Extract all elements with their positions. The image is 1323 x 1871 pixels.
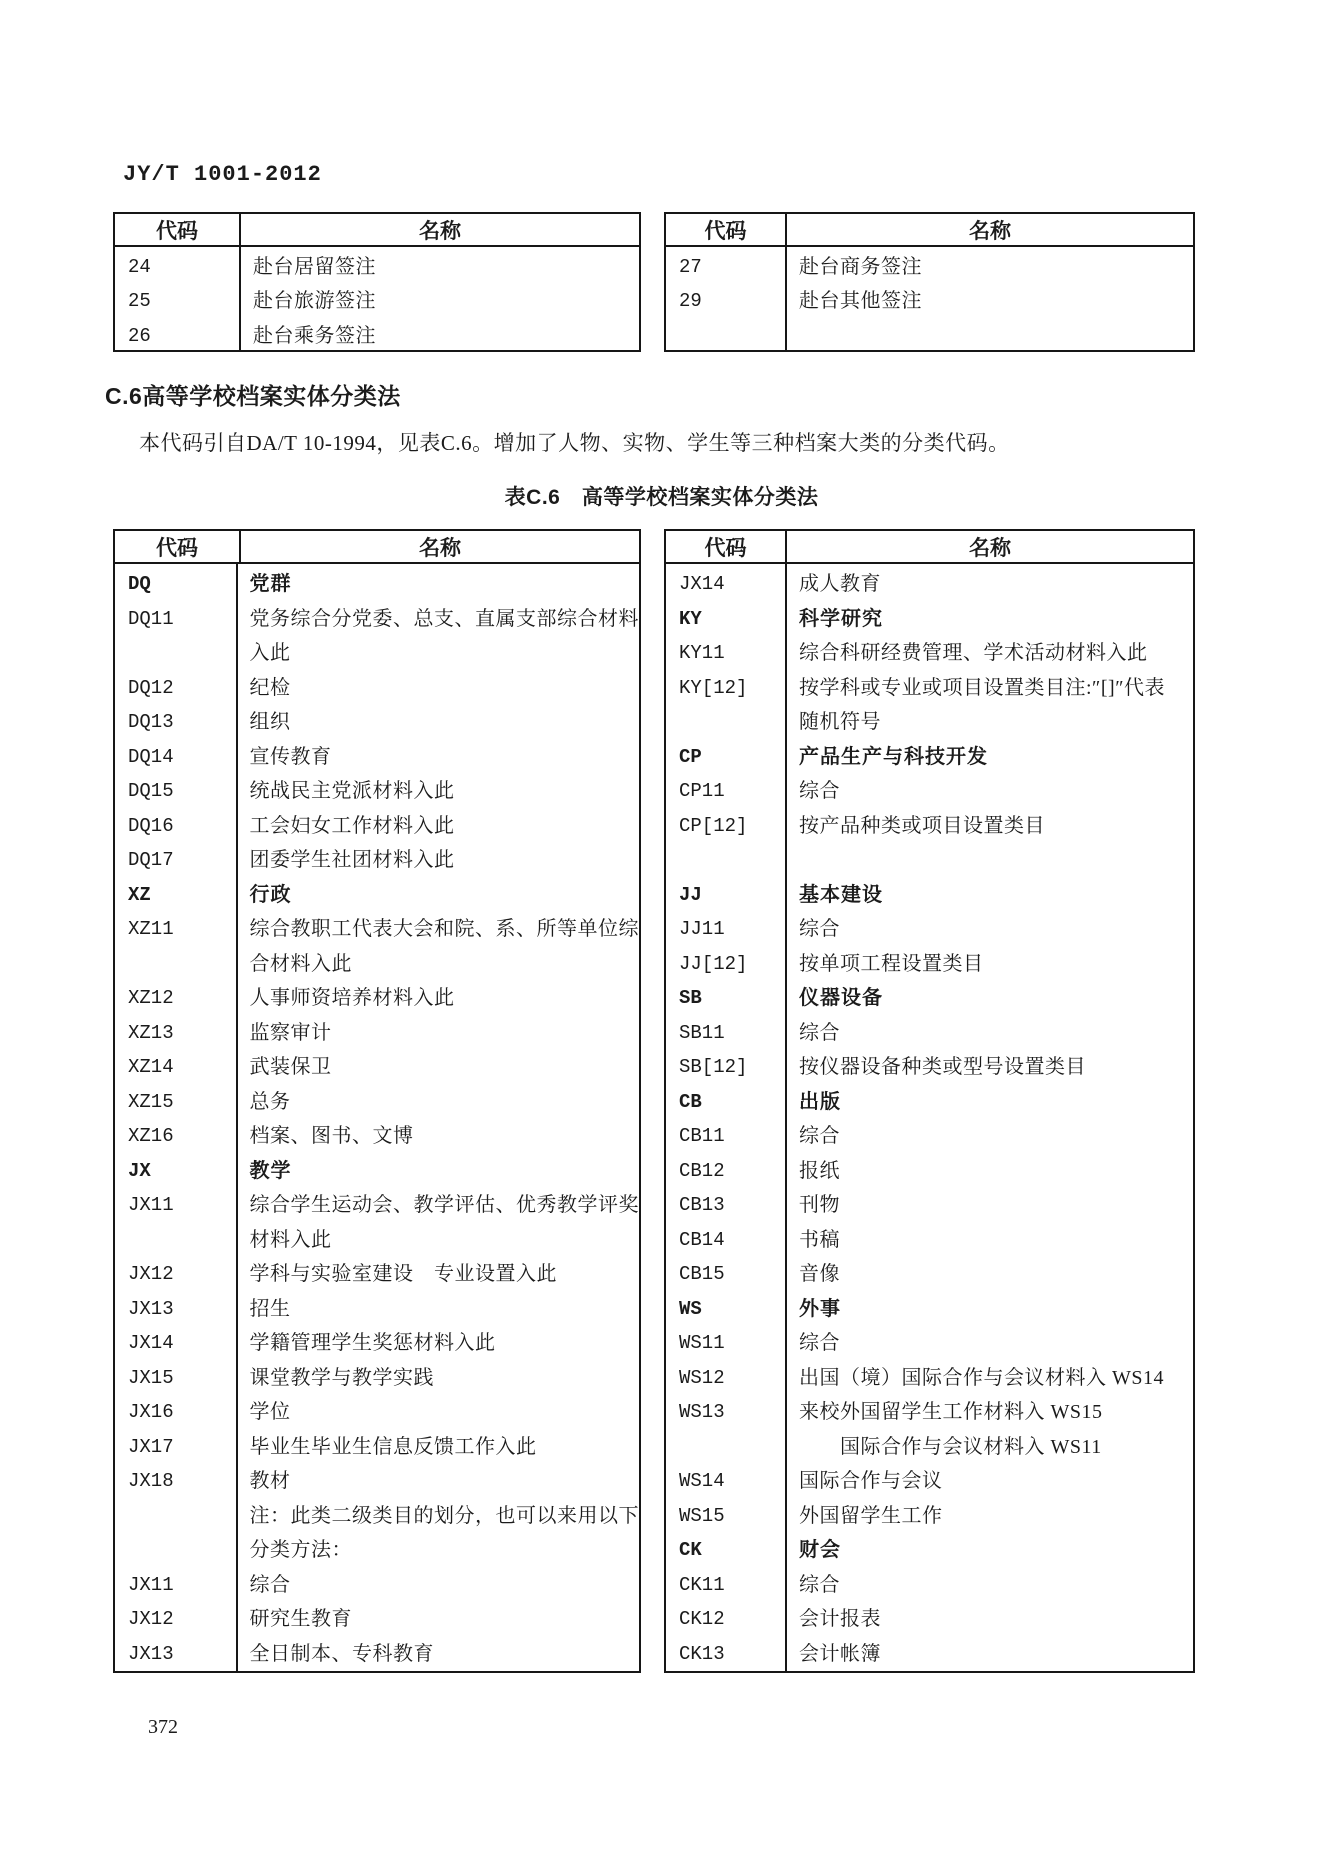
name-column bbox=[787, 247, 1193, 350]
section-heading: C.6高等学校档案实体分类法 bbox=[105, 383, 401, 409]
row-code: DQ12 bbox=[128, 676, 174, 699]
row-name: 科学研究 bbox=[799, 607, 883, 630]
page-number: 372 bbox=[148, 1716, 178, 1738]
row-code: CB14 bbox=[679, 1228, 725, 1251]
name-column bbox=[787, 564, 1193, 1671]
column-header-code: 代码 bbox=[115, 214, 241, 245]
row-code: JX14 bbox=[128, 1332, 174, 1354]
row-code: CK11 bbox=[679, 1573, 725, 1596]
row-code: JX bbox=[128, 1159, 151, 1182]
row-code: DQ16 bbox=[128, 814, 174, 837]
row-name: 综合学生运动会、教学评估、优秀教学评奖 bbox=[249, 1194, 639, 1216]
row-code: WS bbox=[679, 1297, 702, 1320]
row-name: 党务综合分党委、总支、直属支部综合材料 bbox=[249, 607, 639, 630]
row-code: 29 bbox=[679, 290, 702, 313]
row-code: XZ15 bbox=[128, 1090, 174, 1113]
column-header-code: 代码 bbox=[666, 531, 787, 562]
row-name: 会计帐簿 bbox=[799, 1642, 881, 1665]
row-name: 学籍管理学生奖惩材料入此 bbox=[249, 1332, 496, 1354]
code-column bbox=[666, 247, 787, 350]
row-code: CB11 bbox=[679, 1125, 725, 1147]
code-column bbox=[666, 564, 787, 1671]
row-code: SB[12] bbox=[679, 1056, 748, 1078]
row-name: 人事师资培养材料入此 bbox=[249, 987, 455, 1009]
row-name: 毕业生毕业生信息反馈工作入此 bbox=[249, 1435, 537, 1458]
row-code: XZ bbox=[128, 883, 151, 906]
row-name: 组织 bbox=[249, 711, 291, 733]
row-name: 综合 bbox=[799, 780, 840, 802]
row-code: JX12 bbox=[128, 1263, 174, 1285]
table-header-row bbox=[666, 214, 1193, 247]
table-body bbox=[666, 247, 1193, 350]
row-code: KY bbox=[679, 607, 702, 630]
top-tables-row bbox=[113, 212, 1195, 352]
row-name: 国际合作与会议 bbox=[799, 1470, 943, 1492]
row-name: 综合 bbox=[799, 1332, 840, 1354]
row-name: 合材料入此 bbox=[249, 952, 352, 975]
row-code: DQ17 bbox=[128, 849, 174, 871]
row-code: DQ13 bbox=[128, 711, 174, 733]
top-left-code-table bbox=[113, 212, 641, 352]
row-name: 学位 bbox=[249, 1401, 291, 1423]
row-name: 赴台居留签注 bbox=[253, 256, 376, 278]
row-code: 27 bbox=[679, 256, 702, 278]
row-code: CP11 bbox=[679, 780, 725, 802]
row-code: JX15 bbox=[128, 1366, 174, 1389]
row-code: CK12 bbox=[679, 1608, 725, 1630]
row-code: SB bbox=[679, 987, 702, 1009]
row-code: JX14 bbox=[679, 573, 725, 595]
top-right-code-table bbox=[664, 212, 1195, 352]
column-header-name: 名称 bbox=[969, 536, 1011, 560]
table-body bbox=[115, 564, 639, 1671]
row-code: JX12 bbox=[128, 1608, 174, 1630]
row-name: 赴台其他签注 bbox=[799, 290, 922, 313]
row-code: XZ12 bbox=[128, 987, 174, 1009]
row-name: 来校外国留学生工作材料入 WS15 bbox=[799, 1401, 1103, 1423]
row-name: 随机符号 bbox=[799, 711, 881, 733]
row-code bbox=[115, 947, 236, 982]
row-name: 党群 bbox=[249, 573, 292, 595]
main-tables-row bbox=[113, 529, 1195, 1673]
column-header-code: 代码 bbox=[115, 531, 241, 562]
row-name: 仪器设备 bbox=[799, 987, 883, 1009]
row-name: 外事 bbox=[799, 1297, 841, 1320]
row-name: 综合 bbox=[799, 918, 840, 940]
row-name: 国际合作与会议材料入 WS11 bbox=[840, 1435, 1102, 1458]
row-code: 26 bbox=[128, 324, 151, 347]
row-name: 全日制本、专科教育 bbox=[249, 1642, 434, 1665]
column-header-name: 名称 bbox=[419, 536, 461, 560]
row-code: WS15 bbox=[679, 1504, 725, 1527]
row-code: JX17 bbox=[128, 1435, 174, 1458]
row-code: XZ16 bbox=[128, 1125, 174, 1147]
row-name: 书稿 bbox=[799, 1228, 840, 1251]
row-name: 按产品种类或项目设置类目 bbox=[799, 814, 1045, 837]
row-code: SB11 bbox=[679, 1021, 725, 1044]
row-name: 武装保卫 bbox=[249, 1056, 332, 1078]
row-code: CP bbox=[679, 745, 702, 768]
row-code: JX16 bbox=[128, 1401, 174, 1423]
row-name: 统战民主党派材料入此 bbox=[249, 780, 455, 802]
row-name: 分类方法： bbox=[249, 1539, 352, 1561]
row-code: DQ15 bbox=[128, 780, 174, 802]
table-body bbox=[115, 247, 639, 350]
row-name: 赴台旅游签注 bbox=[253, 290, 376, 313]
row-name: 总务 bbox=[249, 1090, 291, 1113]
row-name: 赴台商务签注 bbox=[799, 256, 922, 278]
row-code: XZ13 bbox=[128, 1021, 174, 1044]
row-name: 赴台乘务签注 bbox=[253, 324, 376, 347]
table-caption: 表C.6 高等学校档案实体分类法 bbox=[504, 486, 819, 509]
row-code bbox=[666, 1430, 785, 1465]
row-name: 综合 bbox=[799, 1573, 840, 1596]
row-name: 工会妇女工作材料入此 bbox=[249, 814, 455, 837]
row-code: JX18 bbox=[128, 1470, 174, 1492]
column-header-name: 名称 bbox=[419, 219, 461, 243]
body-paragraph: 本代码引自DA/T 10-1994，见表C.6。增加了人物、实物、学生等三种档案大类的分类代码。 bbox=[139, 431, 1010, 455]
row-code: 25 bbox=[128, 290, 151, 313]
column-header-name: 名称 bbox=[969, 219, 1011, 243]
name-column bbox=[241, 247, 639, 350]
row-name: 入此 bbox=[249, 642, 291, 664]
row-name: 材料入此 bbox=[249, 1228, 332, 1251]
row-name: 综合科研经费管理、学术活动材料入此 bbox=[799, 642, 1148, 664]
row-name: 按单项工程设置类目 bbox=[799, 952, 984, 975]
row-code: JX11 bbox=[128, 1573, 174, 1596]
row-name: 学科与实验室建设 专业设置入此 bbox=[249, 1263, 557, 1285]
row-name: 综合教职工代表大会和院、系、所等单位综 bbox=[249, 918, 639, 940]
row-name: 综合 bbox=[249, 1573, 291, 1596]
document-number: JY/T 1001-2012 bbox=[123, 162, 322, 187]
row-code: WS11 bbox=[679, 1332, 725, 1354]
row-code: JX11 bbox=[128, 1194, 174, 1216]
row-name: 研究生教育 bbox=[249, 1608, 352, 1630]
row-name: 宣传教育 bbox=[249, 745, 332, 768]
row-name: 档案、图书、文博 bbox=[249, 1125, 414, 1147]
row-name: 音像 bbox=[799, 1263, 840, 1285]
row-code: JJ11 bbox=[679, 918, 725, 940]
row-name: 出国（境）国际合作与会议材料入 WS14 bbox=[799, 1366, 1164, 1389]
row-name: 纪检 bbox=[249, 676, 291, 699]
row-code bbox=[666, 705, 785, 740]
row-code: DQ bbox=[128, 573, 151, 595]
row-code: 24 bbox=[128, 256, 151, 278]
table-header-row bbox=[115, 531, 639, 564]
row-code: DQ14 bbox=[128, 745, 174, 768]
code-column bbox=[115, 247, 241, 350]
row-name: 成人教育 bbox=[799, 573, 881, 595]
row-name: 财会 bbox=[799, 1539, 841, 1561]
row-code bbox=[115, 1499, 236, 1534]
main-left-code-table bbox=[113, 529, 641, 1673]
row-code: KY[12] bbox=[679, 676, 748, 699]
row-code: WS13 bbox=[679, 1401, 725, 1423]
row-code: KY11 bbox=[679, 642, 725, 664]
row-code: CP[12] bbox=[679, 814, 748, 837]
row-name: 教材 bbox=[249, 1470, 291, 1492]
row-name: 基本建设 bbox=[799, 883, 883, 906]
row-name: 综合 bbox=[799, 1021, 840, 1044]
row-name: 会计报表 bbox=[799, 1608, 881, 1630]
main-right-code-table bbox=[664, 529, 1195, 1673]
row-name: 出版 bbox=[799, 1090, 841, 1113]
column-header-code: 代码 bbox=[666, 214, 787, 245]
row-name: 课堂教学与教学实践 bbox=[249, 1366, 434, 1389]
row-code: CB15 bbox=[679, 1263, 725, 1285]
row-code bbox=[115, 1533, 236, 1568]
row-name: 综合 bbox=[799, 1125, 840, 1147]
row-name: 教学 bbox=[249, 1159, 292, 1182]
row-code: CB12 bbox=[679, 1159, 725, 1182]
row-name: 刊物 bbox=[799, 1194, 840, 1216]
row-name: 外国留学生工作 bbox=[799, 1504, 943, 1527]
row-name: 注：此类二级类目的划分，也可以来用以下 bbox=[249, 1504, 639, 1527]
row-name: 按仪器设备种类或型号设置类目 bbox=[799, 1056, 1086, 1078]
code-column bbox=[115, 564, 238, 1671]
row-code: XZ14 bbox=[128, 1056, 174, 1078]
row-code: WS14 bbox=[679, 1470, 725, 1492]
table-body bbox=[666, 564, 1193, 1671]
row-name bbox=[787, 843, 1193, 878]
table-header-row bbox=[115, 214, 639, 247]
name-column bbox=[238, 564, 640, 1671]
table-header-row bbox=[666, 531, 1193, 564]
row-name: 产品生产与科技开发 bbox=[799, 745, 988, 768]
row-code: DQ11 bbox=[128, 607, 174, 630]
row-code: WS12 bbox=[679, 1366, 725, 1389]
row-code: CK bbox=[679, 1539, 702, 1561]
row-name: 团委学生社团材料入此 bbox=[249, 849, 455, 871]
row-code: CB bbox=[679, 1090, 702, 1113]
row-code: CK13 bbox=[679, 1642, 725, 1665]
row-name: 招生 bbox=[249, 1297, 291, 1320]
row-code bbox=[115, 1223, 236, 1258]
row-code bbox=[666, 843, 785, 878]
row-name: 报纸 bbox=[799, 1159, 840, 1182]
row-code: XZ11 bbox=[128, 918, 174, 940]
row-code: JX13 bbox=[128, 1642, 174, 1665]
row-name: 行政 bbox=[249, 883, 292, 906]
row-code bbox=[115, 636, 236, 671]
row-name: 监察审计 bbox=[249, 1021, 332, 1044]
row-name: 按学科或专业或项目设置类目注:″[]″代表 bbox=[799, 676, 1166, 699]
row-code: JX13 bbox=[128, 1297, 174, 1320]
row-code: JJ[12] bbox=[679, 952, 748, 975]
row-code: CB13 bbox=[679, 1194, 725, 1216]
row-code: JJ bbox=[679, 883, 702, 906]
